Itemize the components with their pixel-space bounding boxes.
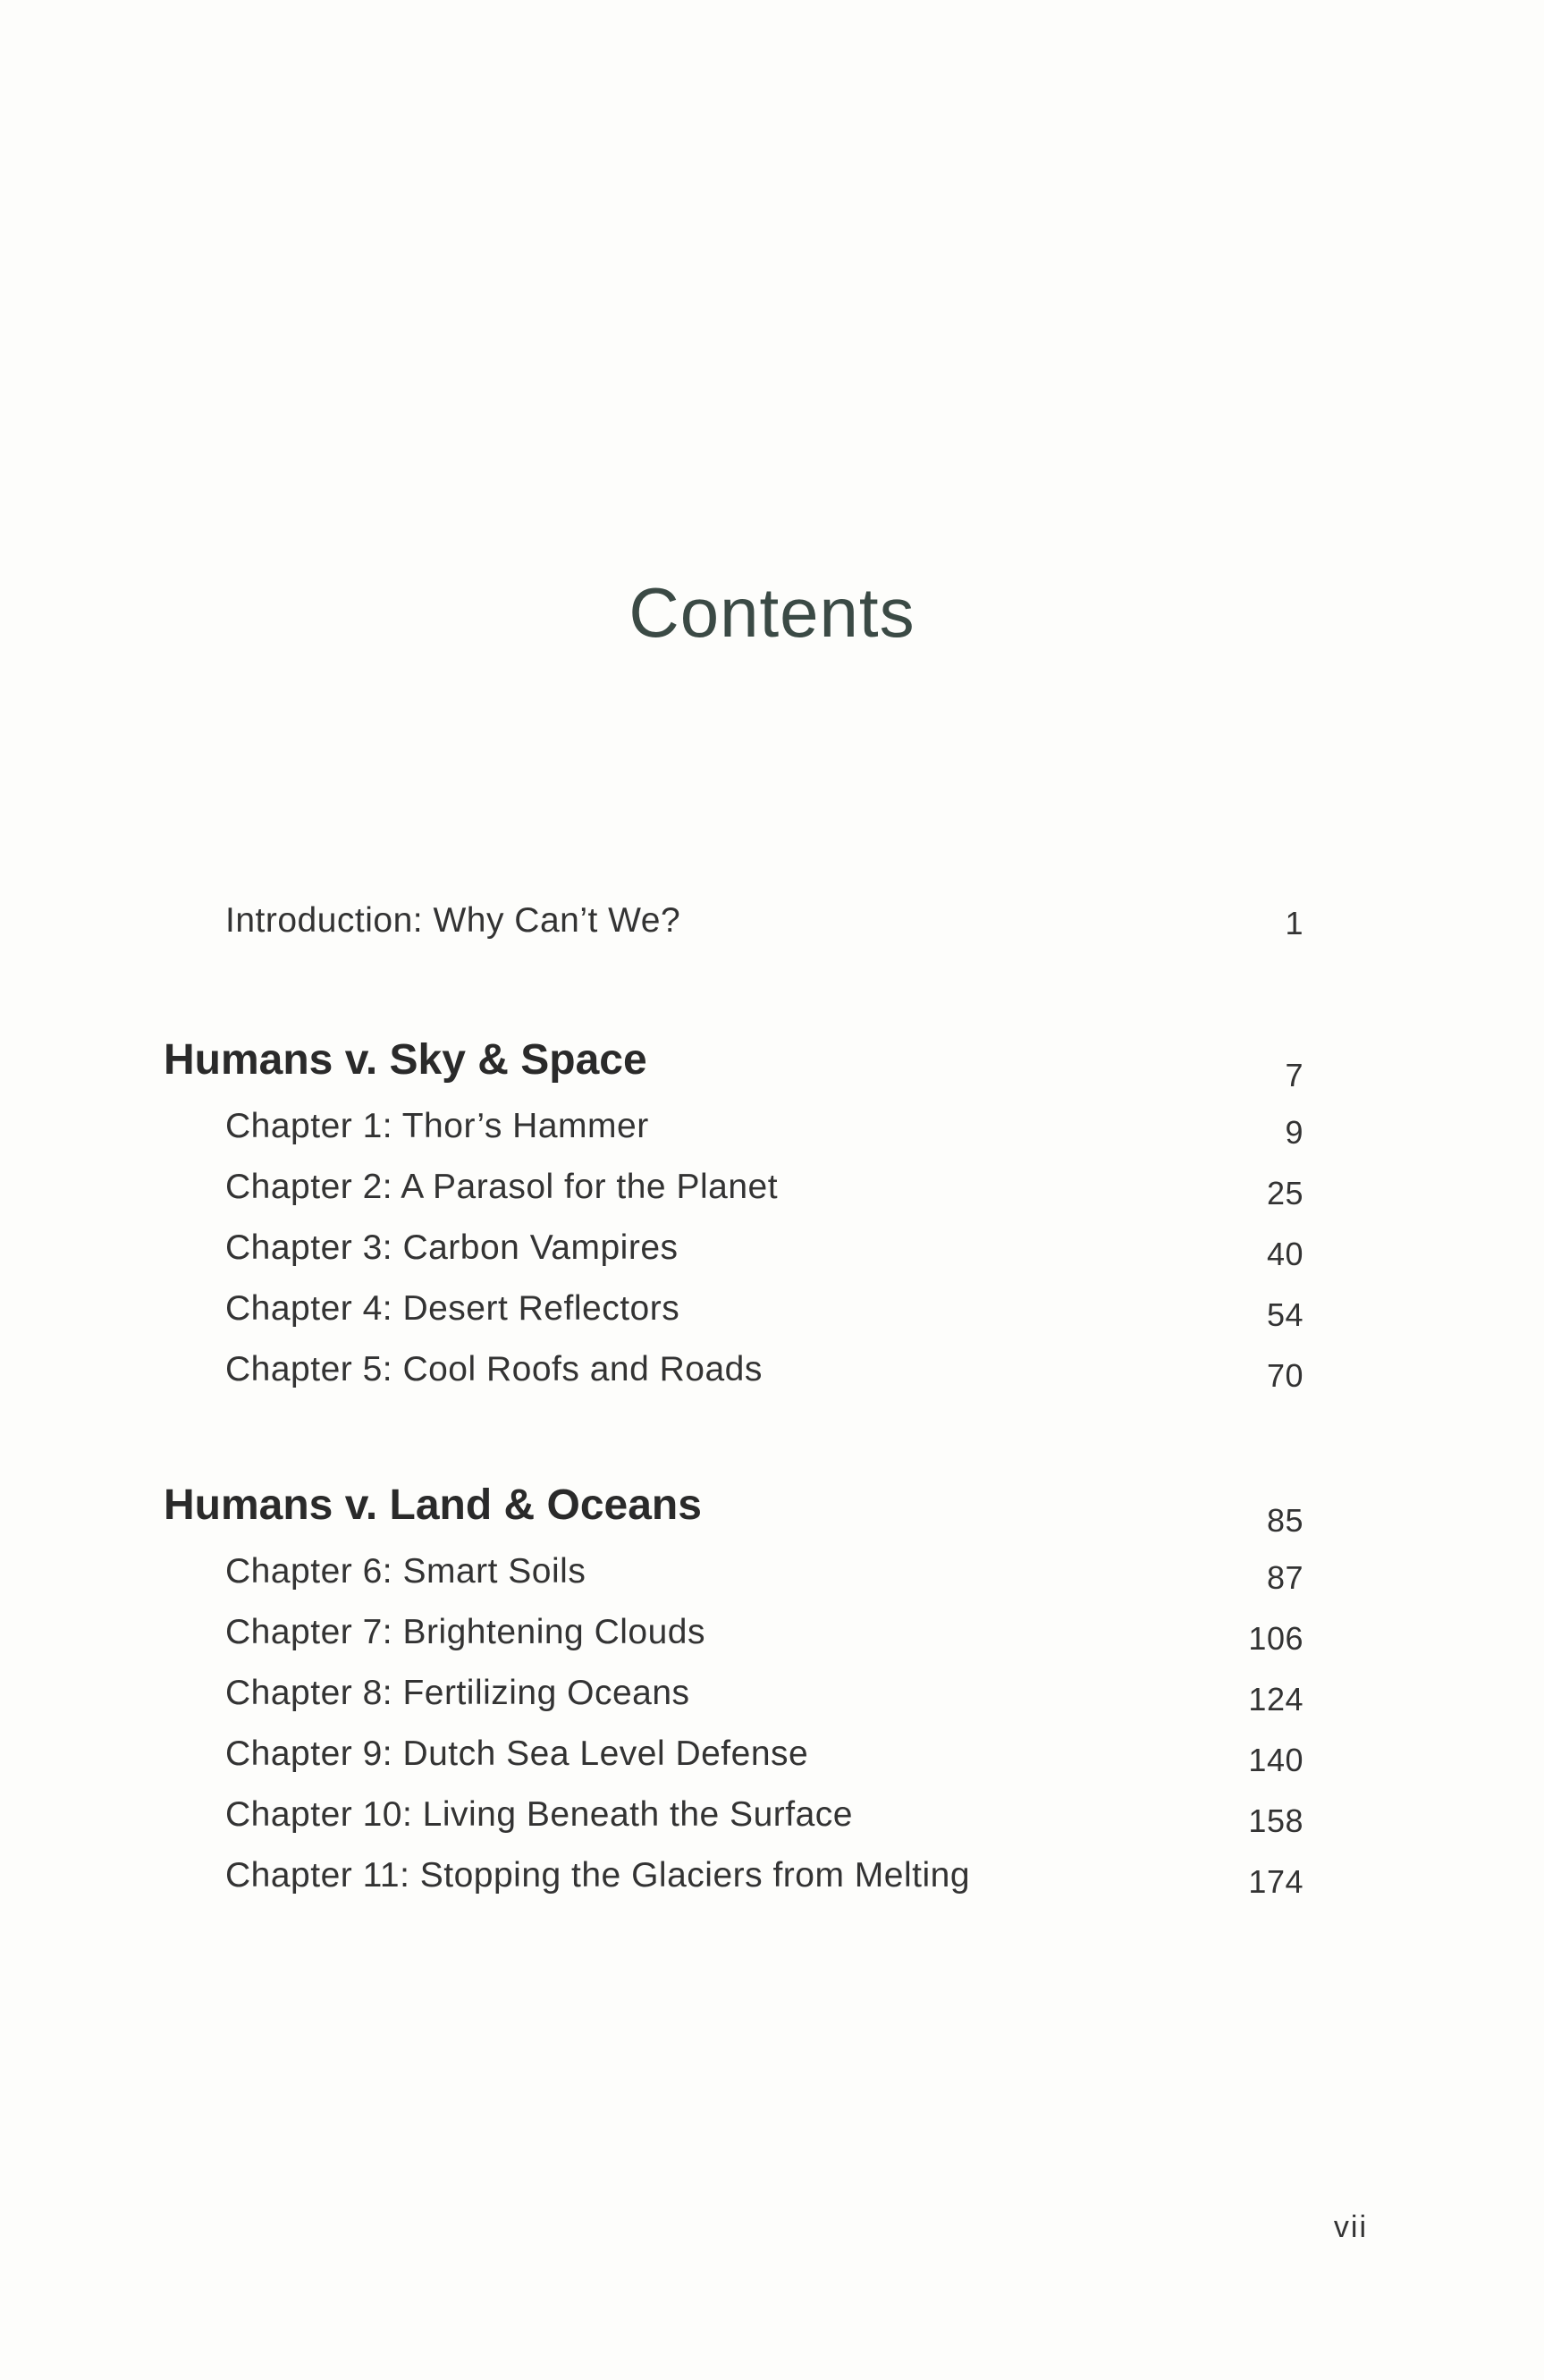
toc-section-land-oceans [0, 1481, 1544, 1539]
toc-entry-label: Chapter 3: Carbon Vampires [225, 1228, 679, 1267]
toc-entry-chapter-10 [0, 1795, 1544, 1849]
toc-entry-page: 124 [1248, 1681, 1304, 1717]
toc-entry-chapter-4 [0, 1289, 1544, 1343]
toc-entry-page: 70 [1266, 1357, 1304, 1394]
toc-entry-chapter-9 [0, 1734, 1544, 1788]
toc-section-page: 85 [1266, 1502, 1304, 1539]
toc-entry-chapter-1 [0, 1107, 1544, 1160]
toc-entry-label: Introduction: Why Can’t We? [225, 901, 681, 940]
toc-entry-label: Chapter 8: Fertilizing Oceans [225, 1674, 690, 1712]
toc-entry-chapter-11 [0, 1856, 1544, 1910]
toc-entry-label: Chapter 2: A Parasol for the Planet [225, 1168, 779, 1206]
toc-entry-label: Chapter 10: Living Beneath the Surface [225, 1795, 853, 1834]
toc-entry-label: Chapter 6: Smart Soils [225, 1552, 586, 1591]
toc-entry-page: 40 [1266, 1236, 1304, 1272]
toc-entry-page: 87 [1266, 1559, 1304, 1596]
toc-entry-page: 1 [1285, 905, 1304, 941]
toc-entry-label: Chapter 9: Dutch Sea Level Defense [225, 1734, 809, 1773]
toc-entry-label: Chapter 5: Cool Roofs and Roads [225, 1350, 763, 1388]
toc-entry-chapter-5 [0, 1350, 1544, 1404]
toc-entry-chapter-2 [0, 1168, 1544, 1221]
toc-entry-label: Chapter 7: Brightening Clouds [225, 1613, 705, 1651]
toc-section-page: 7 [1285, 1057, 1304, 1093]
toc-entry-page: 106 [1248, 1620, 1304, 1657]
toc-section-sky-space [0, 1035, 1544, 1093]
toc-entry-page: 174 [1248, 1863, 1304, 1900]
toc-entry-page: 158 [1248, 1802, 1304, 1839]
toc-entry-chapter-6 [0, 1552, 1544, 1606]
toc-entry-chapter-3 [0, 1228, 1544, 1282]
page-number: vii [1333, 2210, 1368, 2244]
toc-entry-chapter-7 [0, 1613, 1544, 1667]
toc-entry-page: 54 [1266, 1296, 1304, 1333]
toc-section-title: Humans v. Sky & Space [164, 1036, 647, 1084]
toc-section-title: Humans v. Land & Oceans [164, 1481, 702, 1529]
toc-entry-introduction [0, 901, 1544, 955]
toc-entry-label: Chapter 11: Stopping the Glaciers from Melting [225, 1856, 971, 1895]
page-title: Contents [629, 573, 915, 652]
toc-entry-page: 9 [1285, 1114, 1304, 1151]
toc-entry-page: 25 [1266, 1175, 1304, 1211]
toc-entry-chapter-8 [0, 1674, 1544, 1727]
toc-entry-page: 140 [1248, 1742, 1304, 1778]
toc-entry-label: Chapter 4: Desert Reflectors [225, 1289, 680, 1328]
toc-entry-label: Chapter 1: Thor’s Hammer [225, 1107, 649, 1145]
